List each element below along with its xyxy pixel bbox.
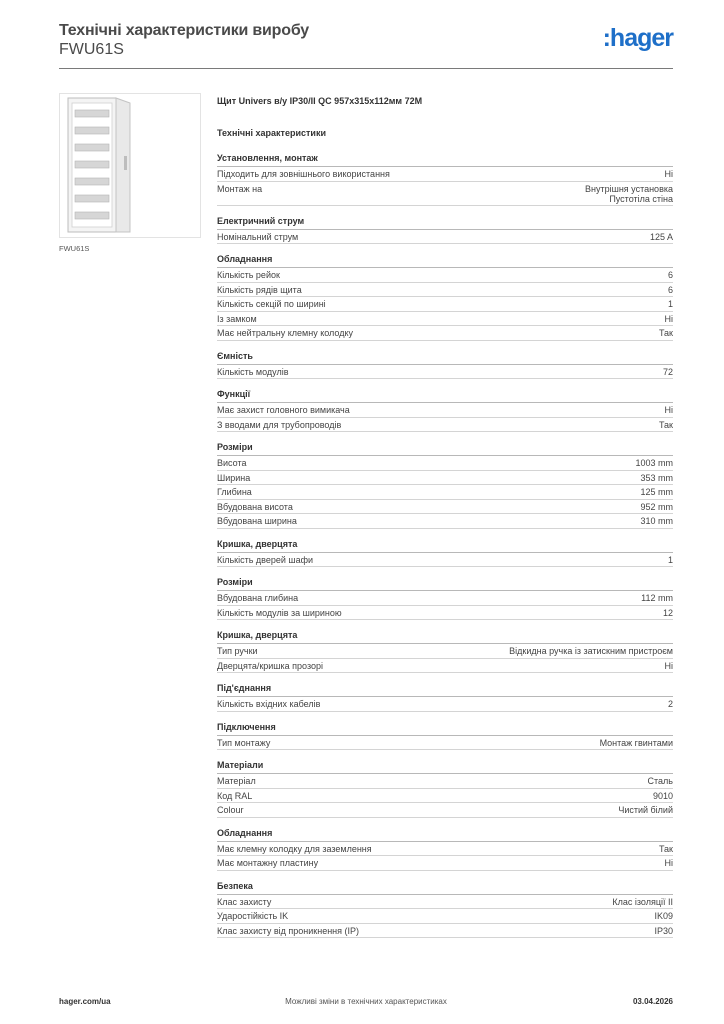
spec-value: Відкидна ручка із затискним пристроєм <box>509 646 673 656</box>
section-gap <box>217 712 673 722</box>
spec-value: 1 <box>667 554 673 565</box>
spec-label: Має клемну колодку для заземлення <box>217 843 372 854</box>
spec-value: Монтаж гвинтами <box>599 737 673 748</box>
section-gap <box>217 620 673 630</box>
spec-label: Кількість модулів <box>217 366 289 377</box>
spec-value: IP30 <box>654 925 673 936</box>
spec-value: Ні <box>664 169 673 179</box>
spec-value: 353 mm <box>640 472 673 483</box>
footer-website-link[interactable]: hager.com/ua <box>59 997 111 1006</box>
section-gap <box>217 529 673 539</box>
spec-heading: Технічні характеристики <box>217 128 326 138</box>
section-gap <box>217 567 673 577</box>
spec-value: Ні <box>664 858 673 868</box>
page-footer <box>59 997 673 1011</box>
spec-label: Вбудована висота <box>217 501 293 512</box>
spec-label: Кількість вхідних кабелів <box>217 699 321 709</box>
spec-label: Клас захисту <box>217 896 272 907</box>
spec-row <box>217 167 673 182</box>
spec-label: Номінальний струм <box>217 231 299 242</box>
spec-row <box>217 644 673 659</box>
spec-label: Дверцята/кришка прозорі <box>217 660 323 671</box>
spec-value: 72 <box>662 366 673 377</box>
section-title: Обладнання <box>217 828 673 842</box>
spec-label: Кількість рядів щита <box>217 284 302 295</box>
product-code: FWU61S <box>59 41 124 58</box>
section-title: Функції <box>217 389 673 403</box>
spec-label: Кількість секцій по ширині <box>217 299 326 309</box>
spec-section <box>217 722 673 751</box>
spec-label: Підходить для зовнішнього використання <box>217 169 390 179</box>
spec-row <box>217 924 673 939</box>
spec-section <box>217 881 673 939</box>
spec-value: IK09 <box>654 911 673 921</box>
spec-section <box>217 630 673 673</box>
spec-row <box>217 774 673 789</box>
spec-label: Матеріал <box>217 776 256 786</box>
section-title: Розміри <box>217 577 673 591</box>
section-title: Обладнання <box>217 254 673 268</box>
spec-value: Внутрішня установка Пустотіла стіна <box>585 183 673 204</box>
spec-label: Клас захисту від проникнення (IP) <box>217 925 360 936</box>
footer-date: 03.04.2026 <box>632 997 673 1006</box>
spec-label: Кількість модулів за шириною <box>217 607 342 618</box>
section-gap <box>217 432 673 442</box>
spec-value: Клас ізоляції II <box>612 896 673 907</box>
spec-value: 125 mm <box>640 487 673 497</box>
section-gap <box>217 379 673 389</box>
spec-label: Має захист головного вимикача <box>217 405 350 415</box>
section-gap <box>217 244 673 254</box>
spec-section <box>217 254 673 341</box>
spec-section <box>217 577 673 620</box>
spec-label: Ширина <box>217 472 251 483</box>
spec-section <box>217 539 673 568</box>
spec-value: 125 A <box>649 231 673 242</box>
spec-value: Сталь <box>647 776 673 786</box>
page-header <box>59 22 673 67</box>
section-title: Електричний струм <box>217 216 673 230</box>
spec-value: Ні <box>664 313 673 324</box>
spec-label: Кількість рейок <box>217 270 280 280</box>
spec-label: Кількість дверей шафи <box>217 554 314 565</box>
spec-label: Має нейтральну клемну колодку <box>217 328 353 338</box>
document-title: Технічні характеристики виробу <box>59 22 309 39</box>
spec-section <box>217 216 673 245</box>
spec-content <box>217 96 673 938</box>
spec-label: Глибина <box>217 487 252 497</box>
spec-row <box>217 182 673 206</box>
spec-value: Так <box>658 843 673 854</box>
spec-row <box>217 418 673 433</box>
spec-value: 6 <box>667 284 673 295</box>
spec-row <box>217 485 673 500</box>
hager-logo: :hager <box>602 24 673 52</box>
spec-row <box>217 606 673 621</box>
spec-sections <box>217 153 673 938</box>
spec-section <box>217 442 673 529</box>
spec-row <box>217 230 673 245</box>
header-divider <box>59 68 673 69</box>
spec-section <box>217 153 673 206</box>
spec-label: Код RAL <box>217 790 253 801</box>
spec-label: Вбудована ширина <box>217 516 297 526</box>
spec-label: Тип ручки <box>217 646 258 656</box>
spec-row <box>217 403 673 418</box>
spec-row <box>217 514 673 529</box>
section-title: Установлення, монтаж <box>217 153 673 167</box>
spec-value: Чистий білий <box>618 805 673 815</box>
spec-row <box>217 365 673 380</box>
spec-row <box>217 736 673 751</box>
spec-row <box>217 500 673 515</box>
spec-section <box>217 683 673 712</box>
spec-label: Тип монтажу <box>217 737 271 748</box>
spec-value: 6 <box>667 270 673 280</box>
spec-label: Colour <box>217 805 244 815</box>
spec-row <box>217 283 673 298</box>
spec-label: З вводами для трубопроводів <box>217 419 342 430</box>
spec-row <box>217 471 673 486</box>
spec-value: 1003 mm <box>635 458 673 468</box>
section-title: Безпека <box>217 881 673 895</box>
spec-value: Так <box>658 419 673 430</box>
product-image <box>59 93 201 238</box>
section-title: Кришка, дверцята <box>217 539 673 553</box>
image-caption: FWU61S <box>59 244 90 253</box>
spec-section <box>217 389 673 432</box>
spec-row <box>217 659 673 674</box>
spec-row <box>217 803 673 818</box>
spec-value: 9010 <box>652 790 673 801</box>
section-title: Кришка, дверцята <box>217 630 673 644</box>
spec-label: Із замком <box>217 313 257 324</box>
spec-value: Ні <box>664 660 673 671</box>
section-gap <box>217 818 673 828</box>
section-title: Матеріали <box>217 760 673 774</box>
spec-value: Так <box>658 328 673 338</box>
spec-value: 2 <box>667 699 673 709</box>
spec-section <box>217 828 673 871</box>
spec-value: Ні <box>664 405 673 415</box>
enclosure-illustration <box>60 94 200 237</box>
spec-row <box>217 456 673 471</box>
spec-row <box>217 856 673 871</box>
section-gap <box>217 206 673 216</box>
section-title: Під'єднання <box>217 683 673 697</box>
section-gap <box>217 871 673 881</box>
spec-label: Ударостійкість IK <box>217 911 289 921</box>
spec-value: 12 <box>662 607 673 618</box>
spec-row <box>217 553 673 568</box>
spec-row <box>217 268 673 283</box>
footer-disclaimer: Можливі зміни в технічних характеристиках <box>285 997 447 1006</box>
spec-value: 1 <box>667 299 673 309</box>
spec-value: 952 mm <box>640 501 673 512</box>
spec-label: Вбудована глибина <box>217 593 299 603</box>
spec-section <box>217 760 673 818</box>
spec-row <box>217 297 673 312</box>
section-gap <box>217 341 673 351</box>
spec-row <box>217 895 673 910</box>
spec-label: Монтаж на <box>217 183 263 194</box>
spec-row <box>217 326 673 341</box>
section-title: Ємність <box>217 351 673 365</box>
spec-row <box>217 909 673 924</box>
spec-section <box>217 351 673 380</box>
spec-row <box>217 591 673 606</box>
spec-label: Висота <box>217 458 247 468</box>
spec-row <box>217 312 673 327</box>
section-gap <box>217 750 673 760</box>
spec-label: Має монтажну пластину <box>217 858 319 868</box>
spec-row <box>217 789 673 804</box>
spec-value: 112 mm <box>641 593 673 603</box>
spec-value: 310 mm <box>640 516 673 526</box>
section-title: Підключення <box>217 722 673 736</box>
spec-row <box>217 842 673 857</box>
spec-row <box>217 697 673 712</box>
product-name: Щит Univers в/у IP30/II QC 957x315x112мм 72M <box>217 96 423 106</box>
section-title: Розміри <box>217 442 673 456</box>
section-gap <box>217 673 673 683</box>
